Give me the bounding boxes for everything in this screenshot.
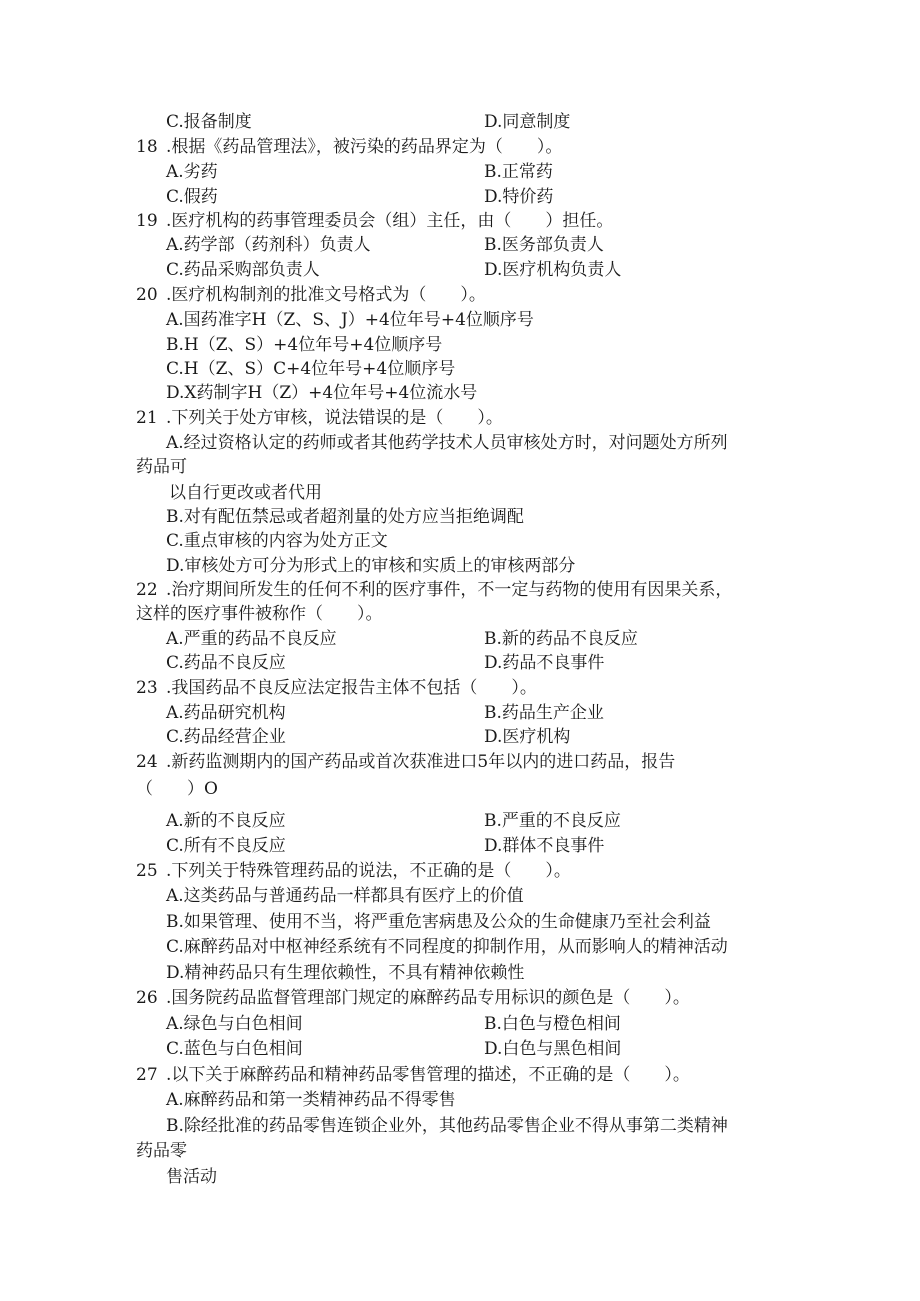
option-a: A.麻醉药品和第一类精神药品不得零售 <box>166 1090 456 1110</box>
question-stem-continued: （ ）O <box>136 779 218 799</box>
option-d: D.特价药 <box>484 187 554 207</box>
question-number: 26 <box>136 988 158 1008</box>
option-a: A.经过资格认定的药师或者其他药学技术人员审核处方时，对问题处方所列 <box>166 433 728 453</box>
question-stem: .医疗机构的药事管理委员会（组）主任，由（ ）担任。 <box>166 211 614 231</box>
option-c: C.蓝色与白色相间 <box>166 1039 303 1059</box>
option-d: D.审核处方可分为形式上的审核和实质上的审核两部分 <box>166 556 576 576</box>
option-b: B.新的药品不良反应 <box>484 629 638 649</box>
question-number: 27 <box>136 1065 158 1085</box>
option-a: A.这类药品与普通药品一样都具有医疗上的价值 <box>166 886 524 906</box>
option-a: A.新的不良反应 <box>166 811 286 831</box>
option-b-continued: 售活动 <box>166 1167 217 1187</box>
option-c: C.报备制度 <box>166 112 252 132</box>
option-b-continued: 药品零 <box>136 1141 187 1161</box>
option-a-continued: 以自行更改或者代用 <box>169 483 322 503</box>
option-d: D.药品不良事件 <box>484 653 605 673</box>
question-number: 19 <box>136 211 158 231</box>
option-a: A.药品研究机构 <box>166 703 286 723</box>
option-c: C.麻醉药品对中枢神经系统有不同程度的抑制作用，从而影响人的精神活动 <box>166 937 728 957</box>
question-stem: .下列关于特殊管理药品的说法，不正确的是（ ）。 <box>166 861 571 881</box>
question-stem: .医疗机构制剂的批准文号格式为（ ）。 <box>166 285 486 305</box>
question-number: 22 <box>136 580 158 600</box>
option-b: B.除经批准的药品零售连锁企业外，其他药品零售企业不得从事第二类精神 <box>166 1116 728 1136</box>
option-d: D.群体不良事件 <box>484 836 605 856</box>
option-d: D.白色与黑色相间 <box>484 1039 622 1059</box>
question-stem-continued: 这样的医疗事件被称作（ ）。 <box>136 604 383 624</box>
option-a: A.严重的药品不良反应 <box>166 629 337 649</box>
question-stem: .以下关于麻醉药品和精神药品零售管理的描述，不正确的是（ ）。 <box>166 1065 690 1085</box>
option-b: B.药品生产企业 <box>484 703 604 723</box>
option-c: C.所有不良反应 <box>166 836 286 856</box>
question-number: 21 <box>136 408 158 428</box>
option-a-continued: 药品可 <box>136 457 187 477</box>
question-number: 24 <box>136 752 158 772</box>
option-c: C.药品采购部负责人 <box>166 260 320 280</box>
option-b: B.对有配伍禁忌或者超剂量的处方应当拒绝调配 <box>166 507 524 527</box>
option-c: C.药品不良反应 <box>166 653 286 673</box>
question-stem: .国务院药品监督管理部门规定的麻醉药品专用标识的颜色是（ ）。 <box>166 988 690 1008</box>
question-number: 20 <box>136 285 158 305</box>
option-d: D.同意制度 <box>484 112 571 132</box>
question-number: 18 <box>136 137 158 157</box>
option-d: D.X药制字H（Z）+4位年号+4位流水号 <box>166 383 478 403</box>
option-a: A.劣药 <box>166 162 218 182</box>
option-b: B.医务部负责人 <box>484 235 604 255</box>
option-b: B.H（Z、S）+4位年号+4位顺序号 <box>166 335 443 355</box>
option-b: B.如果管理、使用不当，将严重危害病患及公众的生命健康乃至社会利益 <box>166 912 711 932</box>
option-a: A.绿色与白色相间 <box>166 1014 303 1034</box>
option-d: D.精神药品只有生理依赖性，不具有精神依赖性 <box>166 963 525 983</box>
question-number: 25 <box>136 861 158 881</box>
option-a: A.药学部（药剂科）负责人 <box>166 235 371 255</box>
question-stem: .治疗期间所发生的任何不利的医疗事件，不一定与药物的使用有因果关系， <box>166 580 733 600</box>
option-b: B.正常药 <box>484 162 553 182</box>
option-c: C.重点审核的内容为处方正文 <box>166 531 388 551</box>
question-stem: .新药监测期内的国产药品或首次获准进口5年以内的进口药品，报告 <box>166 752 676 772</box>
option-c: C.药品经营企业 <box>166 727 286 747</box>
option-b: B.严重的不良反应 <box>484 811 621 831</box>
option-a: A.国药准字H（Z、S、J）+4位年号+4位顺序号 <box>166 310 534 330</box>
question-stem: .根据《药品管理法》，被污染的药品界定为（ ）。 <box>166 137 563 157</box>
option-b: B.白色与橙色相间 <box>484 1014 621 1034</box>
option-c: C.假药 <box>166 187 218 207</box>
option-d: D.医疗机构负责人 <box>484 260 622 280</box>
option-c: C.H（Z、S）C+4位年号+4位顺序号 <box>166 359 456 379</box>
question-stem: .下列关于处方审核，说法错误的是（ ）。 <box>166 408 503 428</box>
option-d: D.医疗机构 <box>484 727 571 747</box>
question-number: 23 <box>136 678 158 698</box>
question-stem: .我国药品不良反应法定报告主体不包括（ ）。 <box>166 678 537 698</box>
